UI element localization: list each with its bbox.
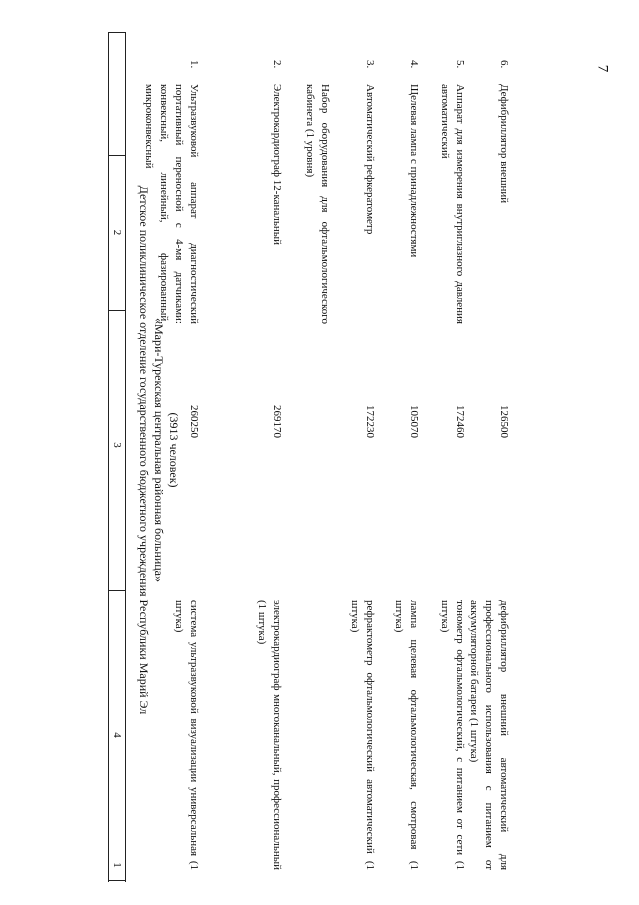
row-6-number: 6. <box>498 60 510 69</box>
header-col-sep-2 <box>108 310 126 311</box>
header-col-3: 3 <box>111 442 123 448</box>
row-3-number: 3. <box>364 60 376 69</box>
row-5-price: 172460 <box>454 405 466 438</box>
header-col-sep-4 <box>108 880 126 881</box>
row-4-equipment: лампа щелевая офтальмологическая, смотровая (1 штука) <box>393 600 420 870</box>
header-col-4: 4 <box>111 732 123 738</box>
row-1-name: Ультразвуковой аппарат диагностический портативный переносной с 4-мя датчиками: конвексный, линейный, фазированный, микроконвексный <box>143 84 200 324</box>
row-2-number: 2. <box>271 60 283 69</box>
row-3-name: Автоматический рефкератометр <box>364 84 376 235</box>
row-5-name: Аппарат для измерения внутриглазного давления автоматический <box>439 84 466 324</box>
row-4-name: Щелевая лампа с принадлежностями <box>408 84 420 258</box>
table-left-rule <box>108 32 126 33</box>
row-5-equipment: тонометр офтальмологический, с питанием от сети (1 штука) <box>439 600 466 870</box>
row-1-equipment: система ультразвуковой визуализации универсальная (1 штука) <box>173 600 200 870</box>
section-title-line-1: Детское поликлиническое отделение государственного бюджетного учреждения Республики Марий Эл <box>137 185 151 715</box>
row-2-name: Электрокардиограф 12-канальный <box>271 84 283 246</box>
row-5-number: 5. <box>454 60 466 69</box>
header-col-1: 1 <box>111 862 123 868</box>
row-4-number: 4. <box>408 60 420 69</box>
section-title-line-2: «Мари-Турекская центральная районная больница» <box>152 318 166 582</box>
row-4-price: 105070 <box>408 405 420 438</box>
table-header-rule <box>125 32 126 882</box>
row-1-price: 260250 <box>188 405 200 438</box>
row-6-equipment: дефибриллятор внешний автоматический для профессионального использования с питанием от аккумуляторной батареи (1 штука) <box>468 600 510 870</box>
row-2-equipment: электрокардиограф многоканальный, профессиональный (1 штука) <box>256 600 283 870</box>
row-subsection-name: Набор оборудования для офтальмологического кабинета (1 уровня) <box>304 84 331 324</box>
page-number: 7 <box>594 64 611 73</box>
row-2-price: 269170 <box>271 405 283 438</box>
row-3-equipment: рефрактометр офтальмологический автоматический (1 штука) <box>349 600 376 870</box>
row-3-price: 172230 <box>364 405 376 438</box>
row-6-name: Дефибриллятор внешний <box>498 84 510 204</box>
header-col-2: 2 <box>111 229 123 236</box>
section-title-line-3: (3913 человек) <box>167 412 181 488</box>
row-6-price: 126500 <box>498 405 510 438</box>
row-1-number: 1. <box>188 60 200 69</box>
